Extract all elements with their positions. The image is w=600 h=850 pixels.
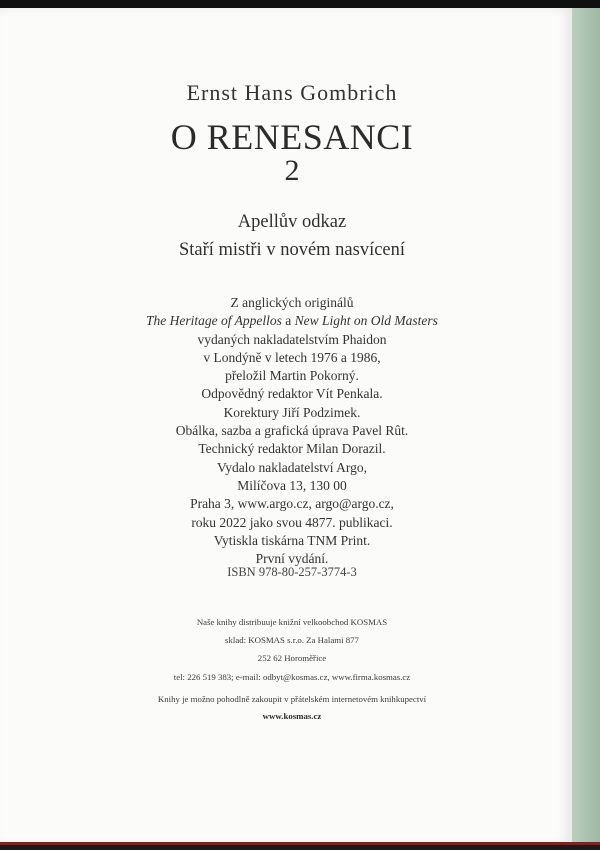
subtitle-second: Staří mistři v novém nasvícení [178, 240, 406, 260]
colophon-line: Praha 3, www.argo.cz, argo@argo.cz, [190, 496, 394, 512]
distribution-line: Naše knihy distribuuje knižní velkoobchod KOSMAS [196, 617, 388, 627]
scan-background-bottom [0, 842, 600, 850]
subtitle-first: Apellův odkaz [237, 212, 347, 232]
colophon-line: Vydalo nakladatelství Argo, [216, 459, 368, 475]
colophon-line: Milíčova 13, 130 00 [237, 477, 347, 493]
volume-number: 2 [284, 154, 300, 187]
colophon-line: v Londýně v letech 1976 a 1986, [203, 349, 381, 365]
colophon-line: Korektury Jiří Podzimek. [223, 404, 361, 420]
original-title-join: a [285, 313, 292, 329]
colophon-line: Z anglických originálů [230, 295, 354, 310]
colophon-line: roku 2022 jako svou 4877. publikaci. [191, 514, 393, 530]
colophon [0, 294, 584, 568]
original-title-1: The Heritage of Appellos [146, 313, 282, 329]
author-name: Ernst Hans Gombrich [186, 80, 398, 105]
distribution-info [0, 613, 584, 686]
original-title-2: New Light on Old Masters [294, 313, 438, 329]
shop-url: www.kosmas.cz [262, 711, 322, 721]
original-titles-line [0, 312, 584, 330]
colophon-line: Vytiskla tiskárna TNM Print. [213, 532, 371, 548]
isbn: ISBN 978-80-257-3774-3 [227, 565, 357, 579]
shop-line: Knihy je možno pohodlně zakoupit v přátelském internetovém knihkupectví [157, 694, 427, 704]
colophon-line: Odpovědný redaktor Vít Penkala. [201, 386, 383, 402]
book-title: O RENESANCI [170, 117, 414, 157]
colophon-line: vydaných nakladatelstvím Phaidon [197, 331, 387, 347]
colophon-line: Obálka, sazba a grafická úprava Pavel Rût. [175, 423, 409, 439]
colophon-line: První vydání. [255, 551, 329, 567]
colophon-line: Technický redaktor Milan Dorazil. [198, 441, 386, 457]
title-verso-page [0, 8, 572, 844]
distribution-line: sklad: KOSMAS s.r.o. Za Halami 877 [225, 635, 359, 646]
distribution-line: 252 62 Horoměřice [257, 653, 327, 664]
distribution-line: tel: 226 519 383; e-mail: odbyt@kosmas.cz, www.firma.kosmas.cz [173, 671, 411, 682]
colophon-line: přeložil Martin Pokorný. [225, 368, 359, 384]
